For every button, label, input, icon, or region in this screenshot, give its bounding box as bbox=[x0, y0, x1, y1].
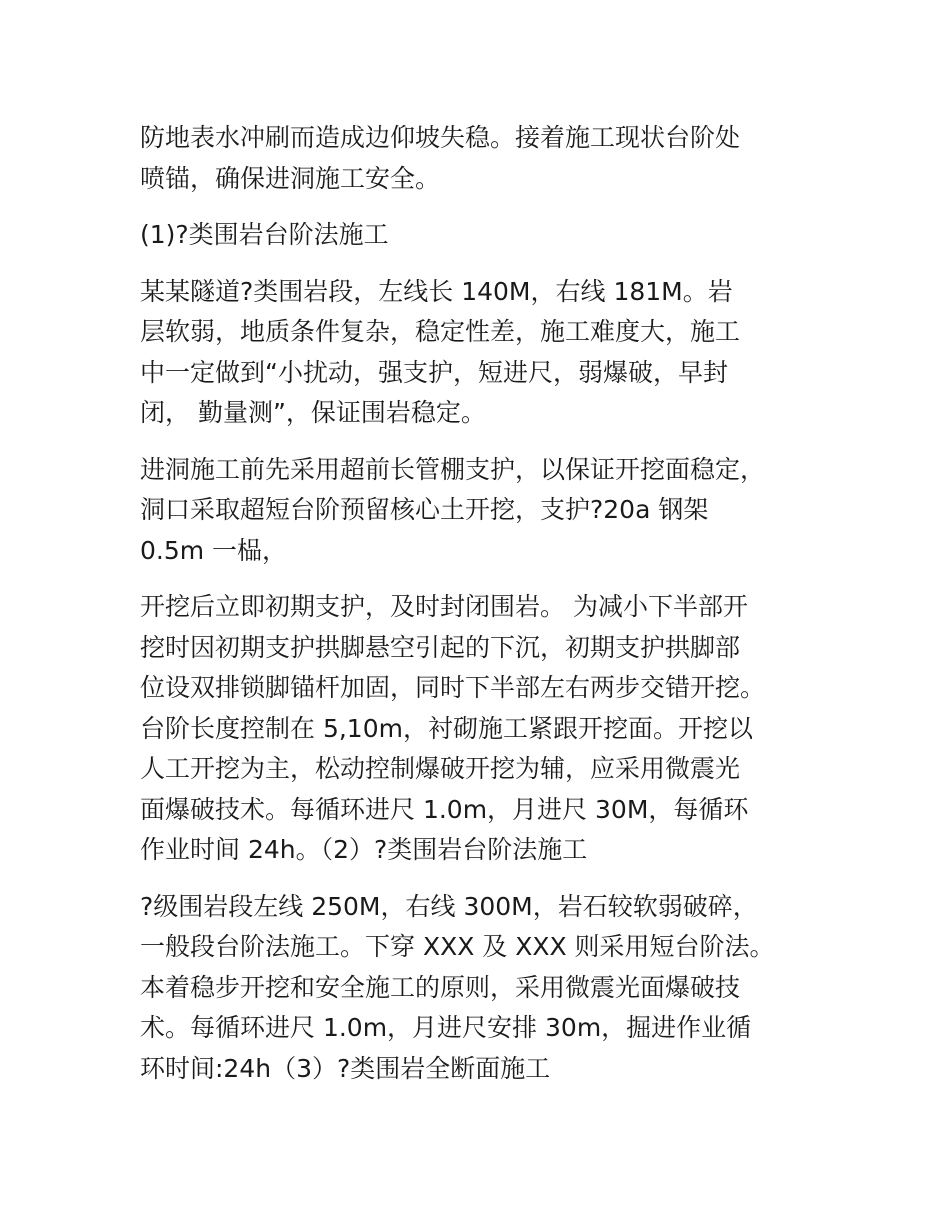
document-page bbox=[140, 118, 820, 1105]
text-line: 本着稳步开挖和安全施工的原则，采用微震光面爆破技 bbox=[140, 972, 741, 1002]
section-heading: (1)?类围岩台阶法施工 bbox=[140, 220, 389, 249]
text-line: ?级围岩段左线 250M，右线 300M，岩石较软弱破碎， bbox=[140, 891, 758, 921]
text-line: 开挖后立即初期支护，及时封闭围岩。 为减小下半部开 bbox=[140, 592, 748, 621]
text-line: 面爆破技术。每循环进尺 1.0m，月进尺 30M，每循环 bbox=[140, 794, 749, 824]
text-line: 中一定做到“小扰动，强支护，短进尺，弱爆破，早封 bbox=[140, 357, 728, 387]
text-line: 挖时因初期支护拱脚悬空引起的下沉，初期支护拱脚部 bbox=[140, 632, 741, 662]
text-line: 洞口采取超短台阶预留核心土开挖，支护?20a 钢架 bbox=[140, 495, 709, 524]
paragraph-3 bbox=[140, 272, 820, 434]
paragraph-1 bbox=[140, 118, 820, 199]
text-line: 一般段台阶法施工。下穿 XXX 及 XXX 则采用短台阶法。 bbox=[140, 932, 775, 961]
text-line: 0.5m 一榀， bbox=[140, 535, 288, 565]
text-line: 环时间:24h（3）?类围岩全断面施工 bbox=[140, 1053, 551, 1083]
text-line: 防地表水冲刷而造成边仰坡失稳。接着施工现状台阶处 bbox=[140, 123, 741, 152]
paragraph-5 bbox=[140, 587, 820, 871]
paragraph-6 bbox=[140, 887, 820, 1090]
paragraph-4 bbox=[140, 450, 820, 572]
text-line: 闭， 勤量测”，保证围岩稳定。 bbox=[140, 398, 486, 427]
text-line: 台阶长度控制在 5,10m，衬砌施工紧跟开挖面。开挖以 bbox=[140, 713, 753, 743]
text-line: 位设双排锁脚锚杆加固，同时下半部左右两步交错开挖。 bbox=[140, 673, 766, 702]
text-line: 某某隧道?类围岩段，左线长 140M，右线 181M。岩 bbox=[140, 276, 733, 306]
text-line: 喷锚，确保进洞施工安全。 bbox=[140, 163, 441, 193]
text-line: 层软弱，地质条件复杂，稳定性差，施工难度大，施工 bbox=[140, 317, 741, 346]
text-line: 术。每循环进尺 1.0m，月进尺安排 30m，掘进作业循 bbox=[140, 1013, 752, 1042]
paragraph-2-heading bbox=[140, 215, 820, 256]
text-line: 人工开挖为主，松动控制爆破开挖为辅，应采用微震光 bbox=[140, 754, 741, 783]
text-line: 作业时间 24h。（2）?类围岩台阶法施工 bbox=[140, 835, 588, 864]
text-line: 进洞施工前先采用超前长管棚支护，以保证开挖面稳定， bbox=[140, 454, 766, 484]
